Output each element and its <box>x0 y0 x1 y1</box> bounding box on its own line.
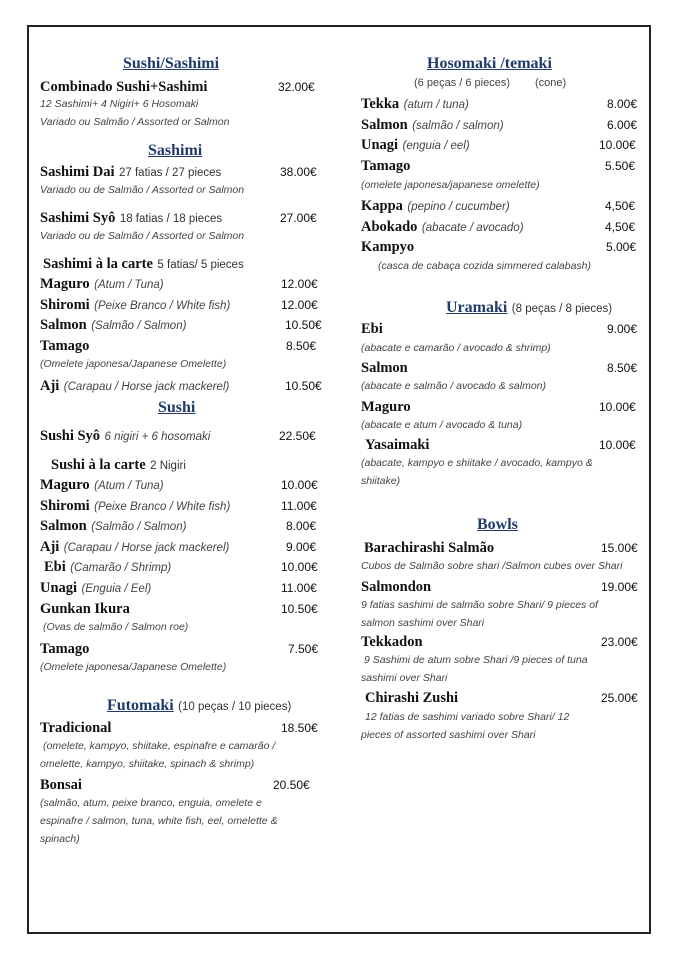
section-title-bowls: Bowls <box>477 516 518 533</box>
item-name: Aji <box>40 378 60 394</box>
menu-item-sashimi-syo <box>40 209 330 227</box>
item-note: espinafre / salmon, tuna, white fish, eel, omelette & <box>40 815 278 827</box>
item-name: Tekkadon <box>361 634 423 650</box>
menu-item <box>40 377 330 395</box>
item-price: 38.00€ <box>280 165 317 179</box>
section-title-hosomaki: Hosomaki /temaki <box>427 55 552 72</box>
menu-item <box>361 633 643 651</box>
menu-item-bonsai <box>40 776 330 794</box>
item-price: 7.50€ <box>288 642 319 656</box>
item-name: Sashimi à la carte <box>43 256 153 272</box>
menu-item <box>40 497 330 515</box>
item-price: 9.00€ <box>607 322 638 336</box>
item-name: Kampyo <box>361 239 415 255</box>
item-desc: (Atum / Tuna) <box>94 480 164 492</box>
item-name: Bonsai <box>40 777 82 793</box>
item-note: (omelete, kampyo, shiitake, espinafre e camarão / <box>43 740 276 752</box>
item-name: Maguro <box>40 276 90 292</box>
section-title-futomaki: Futomaki <box>107 697 174 714</box>
item-price: 19.00€ <box>601 580 638 594</box>
item-price: 9.00€ <box>286 540 317 554</box>
item-extra: 2 Nigiri <box>150 460 186 472</box>
item-price: 8.50€ <box>286 339 317 353</box>
item-desc: (salmão / salmon) <box>412 120 504 132</box>
item-desc: (Carapau / Horse jack mackerel) <box>63 542 230 554</box>
item-extra: 27 fatias / 27 pieces <box>119 167 222 179</box>
menu-subheading-sashimi-alacarte <box>43 255 330 273</box>
item-name: Ebi <box>44 559 66 575</box>
item-name: Salmondon <box>361 579 432 595</box>
item-price: 5.00€ <box>606 240 637 254</box>
item-name: Shiromi <box>40 297 90 313</box>
section-subtitle: (8 peças / 8 pieces) <box>511 303 613 315</box>
item-note: Variado ou de Salmão / Assorted or Salmon <box>40 184 245 196</box>
menu-item <box>40 640 330 658</box>
item-name: Sushi à la carte <box>51 457 146 473</box>
item-name: Tekka <box>361 96 400 112</box>
item-price: 12.00€ <box>281 298 318 312</box>
menu-item-sushi-syo <box>40 427 330 445</box>
item-note: (Omelete japonesa/Japanese Omelette) <box>40 661 227 673</box>
item-name: Sushi Syô <box>40 428 101 444</box>
item-desc: (Peixe Branco / White fish) <box>94 300 231 312</box>
item-price: 10.00€ <box>599 138 636 152</box>
menu-item-combinado <box>40 78 330 96</box>
item-name: Combinado Sushi+Sashimi <box>40 79 208 95</box>
item-note: pieces of assorted sashimi over Shari <box>361 729 536 741</box>
item-price: 10.50€ <box>281 602 318 616</box>
menu-item <box>40 579 330 597</box>
menu-item <box>361 95 643 113</box>
item-name: Barachirashi Salmão <box>364 540 495 556</box>
item-note: (omelete japonesa/japanese omelette) <box>361 179 540 191</box>
item-price: 27.00€ <box>280 211 317 225</box>
menu-item <box>365 436 643 454</box>
item-desc: (Salmão / Salmon) <box>91 320 187 332</box>
item-price: 12.00€ <box>281 277 318 291</box>
item-desc: 6 nigiri + 6 hosomaki <box>104 431 211 443</box>
menu-item <box>361 238 643 256</box>
item-price: 4,50€ <box>605 220 636 234</box>
item-desc: (pepino / cucumber) <box>407 201 510 213</box>
menu-item <box>40 296 330 314</box>
section-title-sushi: Sushi <box>158 399 196 416</box>
section-subtitle-cone: (cone) <box>535 77 567 89</box>
item-note: (Ovas de salmão / Salmon roe) <box>43 621 189 633</box>
section-title-uramaki: Uramaki <box>446 299 508 316</box>
item-extra: 18 fatias / 18 pieces <box>119 213 223 225</box>
item-note: 12 Sashimi+ 4 Nigiri+ 6 Hosomaki <box>40 98 199 110</box>
menu-item <box>40 600 330 618</box>
item-desc: (Salmão / Salmon) <box>91 521 187 533</box>
item-name: Sashimi Syô <box>40 210 116 226</box>
section-title-sushi-sashimi: Sushi/Sashimi <box>123 55 220 72</box>
menu-item <box>40 316 330 334</box>
item-note: shiitake) <box>361 475 401 487</box>
menu-item <box>361 136 643 154</box>
item-note: omelette, kampyo, shiitake, spinach & shrimp) <box>40 758 255 770</box>
item-name: Sashimi Dai <box>40 164 115 180</box>
item-note: (casca de cabaça cozida simmered calabash) <box>378 260 592 272</box>
item-price: 10.00€ <box>599 400 636 414</box>
menu-item <box>361 578 643 596</box>
item-note: (abacate e camarão / avocado & shrimp) <box>361 342 551 354</box>
menu-item <box>361 157 643 175</box>
item-name: Salmon <box>40 317 87 333</box>
item-note: (salmão, atum, peixe branco, enguia, omelete e <box>40 797 262 809</box>
menu-item <box>365 689 643 707</box>
item-price: 10.00€ <box>281 560 318 574</box>
item-price: 10.50€ <box>285 318 322 332</box>
item-price: 8.50€ <box>607 361 638 375</box>
item-name: Unagi <box>361 137 399 153</box>
item-note: Variado ou de Salmão / Assorted or Salmon <box>40 230 245 242</box>
item-desc: (Atum / Tuna) <box>94 279 164 291</box>
left-column <box>40 0 330 960</box>
item-desc: (Carapau / Horse jack mackerel) <box>63 381 230 393</box>
item-note: 9 Sashimi de atum sobre Shari /9 pieces of tuna <box>364 654 588 666</box>
item-price: 10.00€ <box>281 478 318 492</box>
item-name: Tamago <box>361 158 411 174</box>
item-note: sashimi over Shari <box>361 672 448 684</box>
item-name: Salmon <box>40 518 87 534</box>
item-name: Unagi <box>40 580 78 596</box>
item-price: 5.50€ <box>605 159 636 173</box>
item-name: Tamago <box>40 641 90 657</box>
item-price: 11.00€ <box>281 499 317 513</box>
menu-item <box>361 320 643 338</box>
item-price: 10.00€ <box>599 438 636 452</box>
item-desc: (Enguia / Eel) <box>81 583 152 595</box>
item-note: (abacate e salmão / avocado & salmon) <box>361 380 547 392</box>
item-price: 22.50€ <box>279 429 316 443</box>
menu-item <box>44 558 330 576</box>
item-note: (abacate, kampyo e shiitake / avocado, kampyo & <box>361 457 593 469</box>
item-desc: (atum / tuna) <box>403 99 469 111</box>
menu-item <box>361 359 643 377</box>
item-name: Gunkan Ikura <box>40 601 130 617</box>
item-extra: 5 fatias/ 5 pieces <box>157 259 244 271</box>
menu-item-tradicional <box>40 719 330 737</box>
item-name: Chirashi Zushi <box>365 690 459 706</box>
item-name: Tamago <box>40 338 90 354</box>
item-name: Maguro <box>361 399 411 415</box>
item-note: Cubos de Salmão sobre shari /Salmon cubes over Shari <box>361 560 623 572</box>
item-price: 6.00€ <box>607 118 638 132</box>
item-desc: (enguia / eel) <box>402 140 470 152</box>
item-price: 18.50€ <box>281 721 318 735</box>
right-column <box>361 0 643 960</box>
section-title-uramaki-wrap <box>446 299 612 317</box>
menu-item <box>361 398 643 416</box>
menu-item <box>364 539 643 557</box>
menu-item <box>40 337 330 355</box>
menu-item <box>40 275 330 293</box>
menu-subheading-sushi-alacarte <box>51 456 330 474</box>
item-price: 8.00€ <box>607 97 638 111</box>
item-price: 20.50€ <box>273 778 310 792</box>
item-name: Yasaimaki <box>365 437 430 453</box>
item-price: 25.00€ <box>601 691 638 705</box>
item-price: 23.00€ <box>601 635 638 649</box>
section-subtitle: (6 peças / 6 pieces) <box>414 77 510 89</box>
item-price: 11.00€ <box>281 581 317 595</box>
item-note: spinach) <box>40 833 80 845</box>
section-title-sashimi: Sashimi <box>148 142 203 159</box>
item-desc: (Peixe Branco / White fish) <box>94 501 231 513</box>
menu-item <box>361 116 643 134</box>
item-name: Kappa <box>361 198 403 214</box>
item-price: 15.00€ <box>601 541 638 555</box>
item-note: Variado ou Salmão / Assorted or Salmon <box>40 116 230 128</box>
section-subtitle: (10 peças / 10 pieces) <box>178 701 292 713</box>
item-price: 10.50€ <box>285 379 322 393</box>
item-desc: (abacate / avocado) <box>421 222 524 234</box>
item-note: 9 fatias sashimi de salmão sobre Shari/ 9 pieces of <box>361 599 598 611</box>
menu-item <box>361 197 643 215</box>
item-name: Shiromi <box>40 498 90 514</box>
menu-item-sashimi-dai <box>40 163 330 181</box>
item-name: Maguro <box>40 477 90 493</box>
item-name: Tradicional <box>40 720 112 736</box>
item-note: (abacate e atum / avocado & tuna) <box>361 419 523 431</box>
item-name: Aji <box>40 539 60 555</box>
item-note: salmon sashimi over Shari <box>361 617 485 629</box>
item-price: 8.00€ <box>286 519 317 533</box>
item-name: Ebi <box>361 321 383 337</box>
menu-item <box>40 517 330 535</box>
item-price: 32.00€ <box>278 80 315 94</box>
item-price: 4,50€ <box>605 199 636 213</box>
item-name: Salmon <box>361 117 408 133</box>
item-name: Salmon <box>361 360 408 376</box>
menu-item <box>40 476 330 494</box>
item-desc: (Camarão / Shrimp) <box>70 562 172 574</box>
item-name: Abokado <box>361 219 418 235</box>
menu-item <box>361 218 643 236</box>
menu-item <box>40 538 330 556</box>
item-note: 12 fatias de sashimi variado sobre Shari/ 12 <box>365 711 570 723</box>
section-title-futomaki-wrap <box>107 697 291 715</box>
item-note: (Omelete japonesa/Japanese Omelette) <box>40 358 227 370</box>
